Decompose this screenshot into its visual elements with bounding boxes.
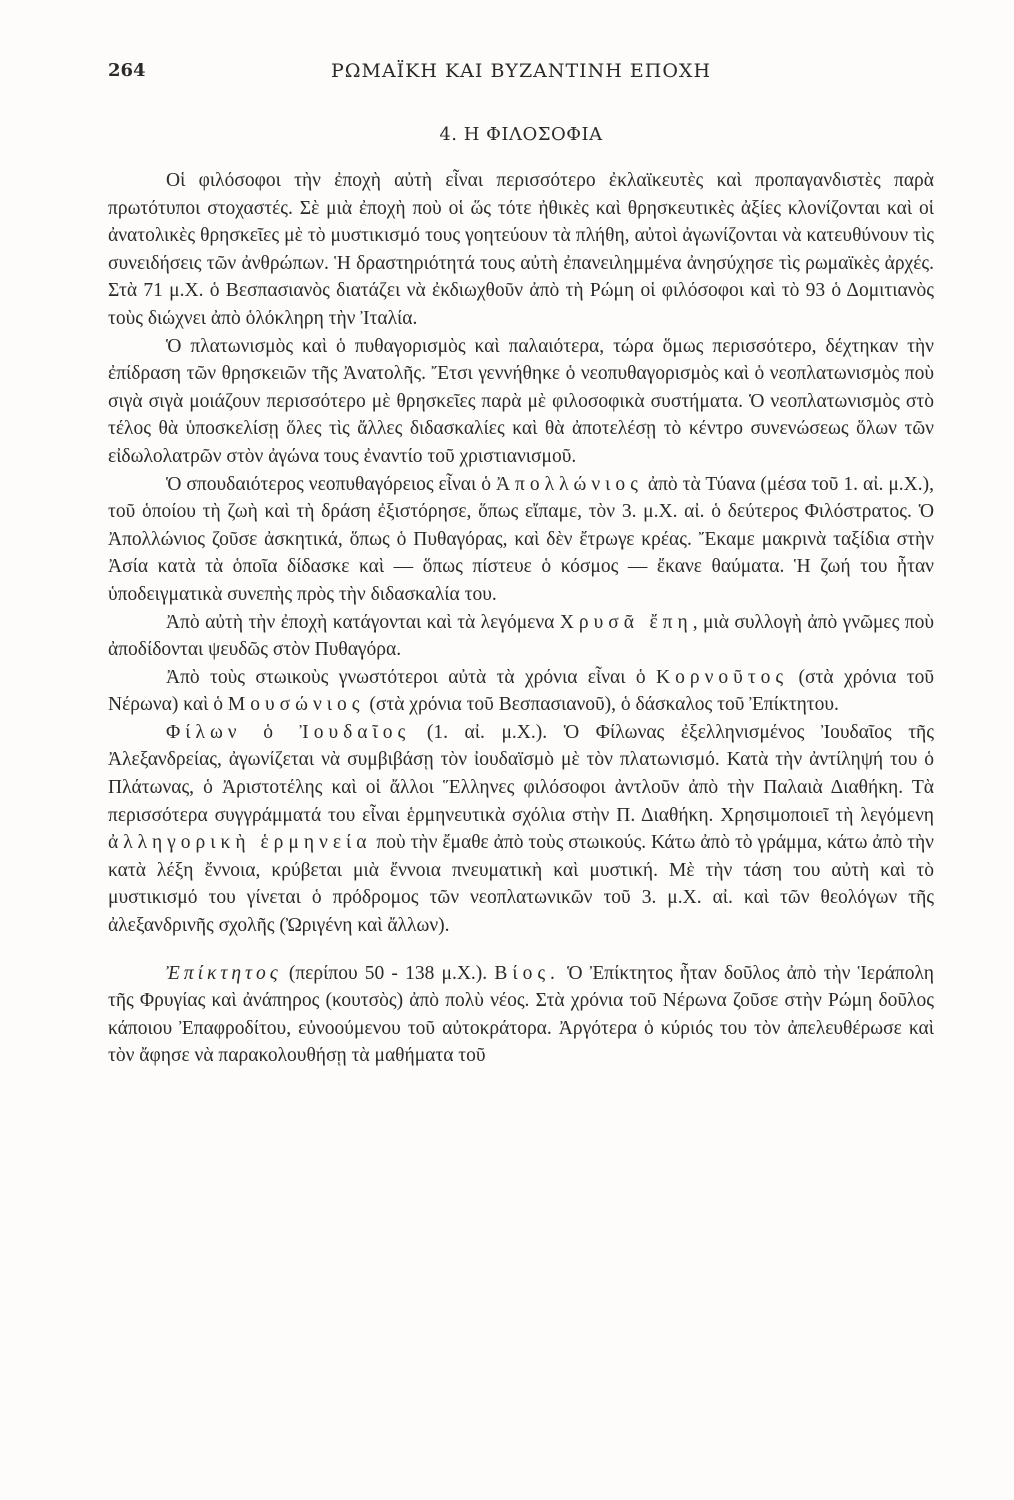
running-head	[108, 60, 934, 94]
text-run: (στὰ χρόνια τοῦ Νέρωνα) καὶ ὁ	[108, 666, 934, 716]
running-title: ΡΩΜΑΪΚΗ ΚΑΙ ΒΥΖΑΝΤΙΝΗ ΕΠΟΧΗ	[330, 60, 712, 82]
text-run: Ὁ Ἐπίκτητος ἦταν δοῦλος ἀπὸ τὴν Ἱεράπολη τῆς Φρυγίας καὶ ἀνάπηρος (κουτσὸς) ἀπὸ πολὺ νέος. Στὰ χρόνια τοῦ Νέρωνα ζοῦσε στὴν Ρώμη δοῦλος κάποιου Ἐπαφροδίτου, εὐνοούμενου τοῦ αὐτοκράτορα. Ἀργότερα ὁ κύριός του τὸν ἀπελευθέρωσε καὶ τὸν ἄφησε νὰ παρακολουθήσῃ τὰ μαθήματα τοῦ	[108, 962, 935, 1067]
text-run: Ἀπὸ τοὺς στωικοὺς γνωστότεροι αὐτὰ τὰ χρόνια εἶναι ὁ	[166, 666, 657, 688]
spaced-name-cornutus: Κορνοῦτος	[656, 666, 789, 688]
text-run: Ὁ σπουδαιότερος νεοπυθαγόρειος εἶναι ὁ	[166, 473, 496, 495]
section-heading: 4. Η ΦΙΛΟΣΟΦΙΑ	[439, 124, 603, 145]
spaced-term-bios: Βίος.	[494, 962, 560, 984]
text-run: ἀπὸ τὰ Τύανα (μέσα τοῦ 1. αἰ. μ.Χ.), τοῦ ὁποίου τὴ ζωὴ καὶ τὴ δράση ἐξιστόρησε, ὅπως εἴπαμε, τὸν 3. μ.Χ. αἰ. ὁ δεύτερος Φιλόστρατος. Ὁ Ἀπολλώνιος ζοῦσε ἀσκητικά, ὅπως ὁ Πυθαγόρας, καὶ δὲν ἔτρωγε κρέας. Ἔκαμε μακρινὰ ταξίδια στὴν Ἀσία κατὰ τὰ ὁποῖα δίδασκε καὶ — ὅπως πίστευε ὁ κόσμος — ἔκανε θαύματα. Ἡ ζωή του ἦταν ὑποδειγματικὰ συνεπὴς πρὸς τὴν διδασκαλία του.	[108, 473, 934, 605]
paragraph-stoics	[108, 664, 934, 719]
text-run: (περίπου 50 - 138 μ.Χ.).	[281, 962, 495, 984]
spaced-name-epictetus: Ἐπίκτητος	[166, 962, 282, 984]
text-run: (στὰ χρόνια τοῦ Βεσπασιανοῦ), ὁ δάσκαλος τοῦ Ἐπίκτητου.	[364, 694, 839, 716]
spaced-name-philo: Φίλων ὁ Ἰουδαῖος	[166, 721, 411, 743]
paragraph-neoplatonism: Ὁ πλατωνισμὸς καὶ ὁ πυθαγορισμὸς καὶ παλαιότερα, τώρα ὅμως περισσότερο, δέχτηκαν τὴν ἐπίδραση τῶν θρησκειῶν τῆς Ἀνατολῆς. Ἔτσι γεννήθηκε ὁ νεοπυθαγορισμὸς καὶ ὁ νεοπλατωνισμὸς ποὺ σιγὰ σιγὰ μοιάζουν περισσότερο μὲ θρησκεῖες παρὰ μὲ φιλοσοφικὰ συστήματα. Ὁ νεοπλατωνισμὸς στὸ τέλος θὰ ὑποσκελίσῃ ὅλες τὶς ἄλλες διδασκαλίες καὶ θὰ ἀποτελέσῃ τὸ κέντρο συνενώσεως ὅλων τῶν εἰδωλολατρῶν στὸν ἀγώνα τους ἐναντίο τοῦ χριστιανισμοῦ.	[108, 335, 934, 467]
paragraph-apollonius	[108, 471, 934, 609]
paragraph-epictetus	[108, 960, 934, 1070]
text-run: (1. αἰ. μ.Χ.). Ὁ Φίλωνας ἐξελληνισμένος Ἰουδαῖος τῆς Ἀλεξανδρείας, ἀγωνίζεται νὰ συμβιβάσῃ τὸν ἰουδαϊσμὸ μὲ τὸν πλατωνισμό. Κατὰ τὴν ἀντίληψή του ὁ Πλάτωνας, ὁ Ἀριστοτέλης καὶ οἱ ἄλλοι Ἕλληνες φιλόσοφοι ἀντλοῦν ἀπὸ τὴν Παλαιὰ Διαθήκη. Τὰ περισσότερα συγγράμματά του εἶναι ἑρμηνευτικὰ σχόλια στὴν Π. Διαθήκη. Χρησιμοποιεῖ τὴ λεγόμενη	[108, 721, 934, 826]
paragraph-golden-verses	[108, 609, 934, 664]
spaced-name-apollonius: Ἀπολλώνιος	[495, 473, 643, 495]
paragraph-philosophers-intro: Οἱ φιλόσοφοι τὴν ἐποχὴ αὐτὴ εἶναι περισσότερο ἐκλαϊκευτὲς καὶ προπαγανδιστὲς παρὰ πρωτότυποι στοχαστές. Σὲ μιὰ ἐποχὴ ποὺ οἱ ὥς τότε ἠθικὲς καὶ θρησκευτικὲς ἀξίες κλονίζονται καὶ οἱ ἀνατολικὲς θρησκεῖες μὲ τὸ μυστικισμό τους γοητεύουν τὰ πλήθη, αὐτοὶ ἀγωνίζονται νὰ κατευθύνουν τὶς συνειδήσεις τῶν ἀνθρώπων. Ἡ δραστηριότητά τους αὐτὴ ἐπανειλημμένα ἀνησύχησε τὶς ρωμαϊκὲς ἀρχές. Στὰ 71 μ.Χ. ὁ Βεσπασιανὸς διατάζει νὰ ἐκδιωχθοῦν ἀπὸ τὴ Ρώμη οἱ φιλόσοφοι καὶ τὸ 93 ὁ Δομιτιανὸς τοὺς διώχνει ἀπὸ ὁλόκληρη τὴν Ἰταλία.	[108, 170, 934, 329]
spaced-name-musonius: Μουσώνιος	[227, 694, 365, 716]
page-number: 264	[108, 60, 146, 81]
spaced-term-allegorical: ἀλληγορικὴ ἑρμηνεία	[108, 832, 372, 854]
paragraph-philo	[108, 719, 934, 940]
page	[108, 60, 934, 1070]
paragraph-gap	[108, 940, 934, 960]
text-run: , μιὰ συλλογὴ ἀπὸ γνῶμες ποὺ ἀποδίδονται ψευδῶς στὸν Πυθαγόρα.	[108, 611, 934, 661]
text-run: Ἀπὸ αὐτὴ τὴν ἐποχὴ κατάγονται καὶ τὰ λεγόμενα	[166, 611, 560, 633]
text-run: ποὺ τὴν ἔμαθε ἀπὸ τοὺς στωικούς. Κάτω ἀπὸ τὸ γράμμα, κάτω ἀπὸ τὴν κατὰ λέξη ἔννοια, κρύβεται μιὰ ἔννοια πνευματικὴ καὶ μυστική. Μὲ τὴν τάση του αὐτὴ καὶ τὸ μυστικισμό του γίνεται ὁ πρόδρομος τῶν νεοπλατωνικῶν τοῦ 3. μ.Χ. αἰ. καὶ τῶν θεολόγων τῆς ἀλεξανδρινῆς σχολῆς (Ὠριγένη καὶ ἄλλων).	[108, 832, 934, 937]
spaced-term-golden-verses: Χρυσᾶ ἔπη	[559, 611, 693, 633]
